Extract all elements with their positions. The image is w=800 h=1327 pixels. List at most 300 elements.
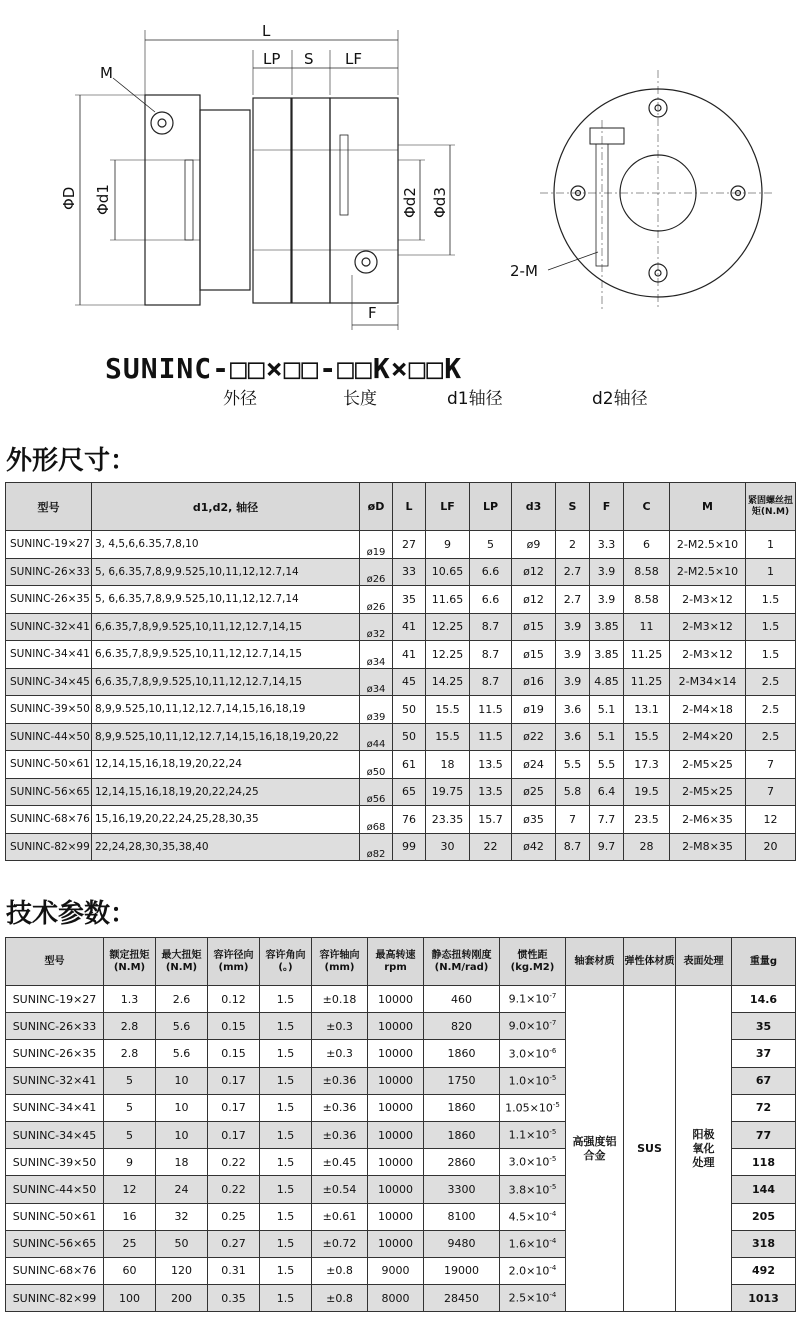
- tech-cell-inertia: [500, 1013, 566, 1040]
- tech-header-cell: 额定扭矩(N.M): [104, 938, 156, 986]
- dim-table-row: [6, 696, 796, 724]
- dim-cell: 18: [426, 751, 470, 779]
- tech-cell-stiffness: 2860: [424, 1149, 500, 1176]
- dim-cell: 3.85: [590, 641, 624, 669]
- tech-cell-radial: 0.35: [208, 1285, 260, 1312]
- dim-cell: 6,6.35,7,8,9,9.525,10,11,12,12.7,14,15: [92, 613, 360, 641]
- dim-table-row: [6, 833, 796, 861]
- dim-cell: 5: [470, 531, 512, 559]
- dim-cell: SUNINC-32×41: [6, 613, 92, 641]
- tech-cell-axial: ±0.3: [312, 1040, 368, 1067]
- dim-cell: ø9: [512, 531, 556, 559]
- dim-cell: ø39: [360, 696, 393, 724]
- tech-cell-model: SUNINC-50×61: [6, 1203, 104, 1230]
- dim-cell: 3.85: [590, 613, 624, 641]
- dim-cell: 8.58: [624, 586, 670, 614]
- tech-header-cell: 惯性距(kg.M2): [500, 938, 566, 986]
- tech-cell-rated: 5: [104, 1094, 156, 1121]
- tech-cell-inertia: [500, 1203, 566, 1230]
- dim-cell: 15.5: [624, 723, 670, 751]
- tech-header-cell: 容许角向(。): [260, 938, 312, 986]
- inertia-base: 1.0×10: [508, 1074, 550, 1088]
- tech-cell-axial: ±0.8: [312, 1257, 368, 1284]
- dim-cell: 5, 6,6.35,7,8,9,9.525,10,11,12,12.7,14: [92, 558, 360, 586]
- dim-cell: 2-M5×25: [670, 751, 746, 779]
- dim-cell: ø34: [360, 641, 393, 669]
- tech-cell-rpm: 10000: [368, 1176, 424, 1203]
- tech-cell-model: SUNINC-34×45: [6, 1121, 104, 1148]
- tech-cell-rpm: 10000: [368, 1203, 424, 1230]
- dim-header-cell: F: [590, 483, 624, 531]
- tech-cell-angular: 1.5: [260, 1121, 312, 1148]
- label-phid1: Φd1: [94, 184, 112, 215]
- dim-cell: 8.7: [470, 613, 512, 641]
- tech-cell-axial: ±0.18: [312, 986, 368, 1013]
- tech-cell-angular: 1.5: [260, 1176, 312, 1203]
- tech-cell-axial: ±0.36: [312, 1121, 368, 1148]
- dim-cell: 10.65: [426, 558, 470, 586]
- dim-header-cell: LF: [426, 483, 470, 531]
- tech-cell-weight: 144: [732, 1176, 796, 1203]
- tech-cell-axial: ±0.36: [312, 1067, 368, 1094]
- dim-cell: ø19: [360, 531, 393, 559]
- tech-cell-weight: 1013: [732, 1285, 796, 1312]
- dim-cell: 2-M2.5×10: [670, 531, 746, 559]
- inertia-exponent: -7: [549, 992, 557, 1001]
- tech-cell-radial: 0.12: [208, 986, 260, 1013]
- dim-cell: 30: [426, 833, 470, 861]
- tech-header-cell: 容许径向(mm): [208, 938, 260, 986]
- dim-cell: 2-M3×12: [670, 641, 746, 669]
- order-label-d2: d2轴径: [592, 389, 648, 409]
- dim-table-row: [6, 806, 796, 834]
- dim-cell: 2.5: [746, 668, 796, 696]
- tech-cell-axial: ±0.72: [312, 1230, 368, 1257]
- dim-cell: 2-M2.5×10: [670, 558, 746, 586]
- tech-cell-axial: ±0.45: [312, 1149, 368, 1176]
- dim-cell: 5.8: [556, 778, 590, 806]
- inertia-base: 2.5×10: [508, 1291, 550, 1305]
- dim-header-cell: øD: [360, 483, 393, 531]
- dim-cell: 3, 4,5,6,6.35,7,8,10: [92, 531, 360, 559]
- dim-cell: 2.7: [556, 558, 590, 586]
- label-phiD: ΦD: [60, 186, 78, 210]
- dim-cell: ø35: [512, 806, 556, 834]
- tech-shared-elastomer: SUS: [624, 986, 676, 1312]
- tech-cell-model: SUNINC-32×41: [6, 1067, 104, 1094]
- dim-cell: 61: [393, 751, 426, 779]
- tech-cell-weight: 118: [732, 1149, 796, 1176]
- dim-cell: 2-M3×12: [670, 586, 746, 614]
- tech-header-cell: 最大扭矩(N.M): [156, 938, 208, 986]
- tech-cell-model: SUNINC-19×27: [6, 986, 104, 1013]
- tech-cell-max: 5.6: [156, 1013, 208, 1040]
- tech-cell-radial: 0.17: [208, 1121, 260, 1148]
- dim-cell: 33: [393, 558, 426, 586]
- dim-cell: 2-M8×35: [670, 833, 746, 861]
- dim-header-cell: C: [624, 483, 670, 531]
- inertia-base: 2.0×10: [508, 1264, 550, 1278]
- tech-cell-inertia: [500, 1176, 566, 1203]
- dim-cell: 3.9: [590, 558, 624, 586]
- dim-cell: ø56: [360, 778, 393, 806]
- dim-cell: 3.9: [590, 586, 624, 614]
- tech-header-cell: 容许轴向(mm): [312, 938, 368, 986]
- dim-cell: 50: [393, 723, 426, 751]
- tech-cell-inertia: [500, 1149, 566, 1176]
- drawing-labels: [60, 22, 538, 322]
- dim-cell: SUNINC-82×99: [6, 833, 92, 861]
- dim-cell: 2-M5×25: [670, 778, 746, 806]
- dim-cell: ø25: [512, 778, 556, 806]
- tech-cell-axial: ±0.54: [312, 1176, 368, 1203]
- tech-cell-inertia: [500, 986, 566, 1013]
- tech-cell-radial: 0.15: [208, 1040, 260, 1067]
- tech-cell-rated: 2.8: [104, 1040, 156, 1067]
- inertia-exponent: -4: [549, 1209, 557, 1218]
- tech-cell-max: 10: [156, 1121, 208, 1148]
- tech-cell-axial: ±0.61: [312, 1203, 368, 1230]
- tech-cell-weight: 67: [732, 1067, 796, 1094]
- tech-cell-stiffness: 19000: [424, 1257, 500, 1284]
- dim-cell: 8,9,9.525,10,11,12,12.7,14,15,16,18,19,20,22: [92, 723, 360, 751]
- inertia-base: 1.05×10: [505, 1101, 553, 1115]
- inertia-exponent: -5: [549, 1155, 557, 1164]
- tech-cell-rated: 9: [104, 1149, 156, 1176]
- dim-cell: 2-M3×12: [670, 613, 746, 641]
- dim-cell: 7: [556, 806, 590, 834]
- dim-cell: 99: [393, 833, 426, 861]
- tech-shared-hub_material: 高强度铝合金: [566, 986, 624, 1312]
- dim-cell: 11: [624, 613, 670, 641]
- label-F: F: [368, 304, 377, 322]
- tech-cell-radial: 0.27: [208, 1230, 260, 1257]
- tech-cell-rated: 1.3: [104, 986, 156, 1013]
- dim-cell: 5.1: [590, 696, 624, 724]
- tech-cell-weight: 318: [732, 1230, 796, 1257]
- tech-cell-model: SUNINC-26×35: [6, 1040, 104, 1067]
- tech-cell-rated: 16: [104, 1203, 156, 1230]
- tech-cell-angular: 1.5: [260, 1285, 312, 1312]
- dim-table-row: [6, 641, 796, 669]
- dim-cell: 12,14,15,16,18,19,20,22,24: [92, 751, 360, 779]
- dim-cell: 2-M6×35: [670, 806, 746, 834]
- tech-cell-inertia: [500, 1257, 566, 1284]
- dim-cell: 3.9: [556, 613, 590, 641]
- dim-cell: 6,6.35,7,8,9,9.525,10,11,12,12.7,14,15: [92, 668, 360, 696]
- tech-cell-max: 2.6: [156, 986, 208, 1013]
- tech-cell-stiffness: 820: [424, 1013, 500, 1040]
- tech-cell-max: 32: [156, 1203, 208, 1230]
- dim-cell: ø12: [512, 558, 556, 586]
- tech-cell-weight: 492: [732, 1257, 796, 1284]
- tech-cell-weight: 37: [732, 1040, 796, 1067]
- dim-cell: ø16: [512, 668, 556, 696]
- dim-cell: 12.25: [426, 641, 470, 669]
- dim-cell: ø82: [360, 833, 393, 861]
- tech-header-cell: 最高转速rpm: [368, 938, 424, 986]
- dim-cell: 19.5: [624, 778, 670, 806]
- tech-cell-model: SUNINC-26×33: [6, 1013, 104, 1040]
- coupling-technical-drawing: [0, 0, 800, 345]
- dim-table-row: [6, 668, 796, 696]
- dim-cell: ø15: [512, 641, 556, 669]
- tech-cell-max: 10: [156, 1094, 208, 1121]
- dim-cell: 50: [393, 696, 426, 724]
- tech-header-cell: 重量g: [732, 938, 796, 986]
- dim-table-row: [6, 723, 796, 751]
- tech-cell-weight: 72: [732, 1094, 796, 1121]
- tech-cell-rated: 100: [104, 1285, 156, 1312]
- dim-cell: SUNINC-19×27: [6, 531, 92, 559]
- order-label-length: 长度: [343, 389, 377, 409]
- tech-cell-rpm: 10000: [368, 1149, 424, 1176]
- tech-cell-rated: 2.8: [104, 1013, 156, 1040]
- dim-cell: 3.3: [590, 531, 624, 559]
- label-S: S: [304, 50, 314, 68]
- tech-cell-rpm: 8000: [368, 1285, 424, 1312]
- dim-cell: 12.25: [426, 613, 470, 641]
- dim-cell: ø32: [360, 613, 393, 641]
- tech-cell-stiffness: 3300: [424, 1176, 500, 1203]
- tech-cell-stiffness: 8100: [424, 1203, 500, 1230]
- dim-cell: 2.5: [746, 696, 796, 724]
- label-phid2: Φd2: [401, 187, 419, 218]
- dim-cell: 13.5: [470, 778, 512, 806]
- dim-cell: 15.5: [426, 723, 470, 751]
- label-LP: LP: [263, 50, 281, 68]
- tech-cell-angular: 1.5: [260, 1149, 312, 1176]
- tech-cell-rated: 12: [104, 1176, 156, 1203]
- dim-cell: 6.6: [470, 586, 512, 614]
- tech-cell-angular: 1.5: [260, 1203, 312, 1230]
- tech-cell-inertia: [500, 1285, 566, 1312]
- dim-cell: SUNINC-44×50: [6, 723, 92, 751]
- tech-header-cell: 弹性体材质: [624, 938, 676, 986]
- dim-cell: 4.85: [590, 668, 624, 696]
- tech-header-cell: 轴套材质: [566, 938, 624, 986]
- dim-cell: SUNINC-26×35: [6, 586, 92, 614]
- dimensions-table: [5, 482, 796, 861]
- dim-cell: SUNINC-50×61: [6, 751, 92, 779]
- tech-cell-max: 50: [156, 1230, 208, 1257]
- tech-cell-angular: 1.5: [260, 1040, 312, 1067]
- dim-cell: 19.75: [426, 778, 470, 806]
- inertia-base: 9.1×10: [508, 992, 550, 1006]
- order-label-d1: d1轴径: [447, 389, 503, 409]
- dim-cell: 1: [746, 531, 796, 559]
- dim-cell: 1.5: [746, 613, 796, 641]
- tech-cell-radial: 0.22: [208, 1149, 260, 1176]
- label-2M: 2-M: [510, 262, 538, 280]
- dim-cell: ø42: [512, 833, 556, 861]
- dim-cell: 17.3: [624, 751, 670, 779]
- dim-cell: 27: [393, 531, 426, 559]
- tech-cell-weight: 205: [732, 1203, 796, 1230]
- tech-cell-max: 18: [156, 1149, 208, 1176]
- dim-cell: 3.6: [556, 696, 590, 724]
- tech-params-table: [5, 937, 796, 1312]
- dim-cell: 76: [393, 806, 426, 834]
- dim-cell: 5.5: [590, 751, 624, 779]
- dim-cell: 5.1: [590, 723, 624, 751]
- tech-cell-inertia: [500, 1230, 566, 1257]
- dim-table-row: [6, 613, 796, 641]
- inertia-base: 1.6×10: [508, 1237, 550, 1251]
- dim-cell: ø15: [512, 613, 556, 641]
- dim-cell: 2: [556, 531, 590, 559]
- tech-cell-axial: ±0.3: [312, 1013, 368, 1040]
- inertia-exponent: -5: [549, 1073, 557, 1082]
- tech-cell-stiffness: 9480: [424, 1230, 500, 1257]
- inertia-exponent: -4: [549, 1291, 557, 1300]
- dim-cell: 28: [624, 833, 670, 861]
- dim-header-cell: 型号: [6, 483, 92, 531]
- tech-cell-model: SUNINC-44×50: [6, 1176, 104, 1203]
- dim-header-cell: M: [670, 483, 746, 531]
- dim-cell: ø19: [512, 696, 556, 724]
- tech-cell-angular: 1.5: [260, 1230, 312, 1257]
- dim-cell: 15,16,19,20,22,24,25,28,30,35: [92, 806, 360, 834]
- tech-cell-model: SUNINC-82×99: [6, 1285, 104, 1312]
- label-phid3: Φd3: [431, 187, 449, 218]
- dim-cell: SUNINC-56×65: [6, 778, 92, 806]
- tech-cell-model: SUNINC-68×76: [6, 1257, 104, 1284]
- dim-cell: 1.5: [746, 641, 796, 669]
- tech-cell-rpm: 10000: [368, 1230, 424, 1257]
- dim-cell: 11.65: [426, 586, 470, 614]
- tech-cell-axial: ±0.8: [312, 1285, 368, 1312]
- dimensions-body: [6, 531, 796, 861]
- order-code: [105, 352, 705, 412]
- tech-cell-stiffness: 460: [424, 986, 500, 1013]
- dimensions-header-row: [6, 483, 796, 531]
- dim-cell: 8,9,9.525,10,11,12,12.7,14,15,16,18,19: [92, 696, 360, 724]
- dim-cell: 5.5: [556, 751, 590, 779]
- dim-cell: SUNINC-34×45: [6, 668, 92, 696]
- inertia-base: 3.8×10: [508, 1183, 550, 1197]
- dim-cell: 6.6: [470, 558, 512, 586]
- tech-cell-max: 200: [156, 1285, 208, 1312]
- tech-cell-angular: 1.5: [260, 1067, 312, 1094]
- dim-header-cell: 紧固螺丝扭矩(N.M): [746, 483, 796, 531]
- dim-table-row: [6, 558, 796, 586]
- inertia-exponent: -7: [549, 1019, 557, 1028]
- inertia-exponent: -4: [549, 1236, 557, 1245]
- dim-cell: 2.5: [746, 723, 796, 751]
- dim-cell: 23.5: [624, 806, 670, 834]
- tech-title: 技术参数：: [6, 899, 137, 929]
- dimensions-title: 外形尺寸：: [6, 446, 137, 476]
- tech-cell-stiffness: 1860: [424, 1040, 500, 1067]
- dim-cell: 9.7: [590, 833, 624, 861]
- dim-cell: 23.35: [426, 806, 470, 834]
- dim-cell: SUNINC-26×33: [6, 558, 92, 586]
- tech-cell-angular: 1.5: [260, 1257, 312, 1284]
- dim-cell: 14.25: [426, 668, 470, 696]
- dim-header-cell: S: [556, 483, 590, 531]
- tech-cell-rpm: 9000: [368, 1257, 424, 1284]
- side-view: [75, 30, 455, 330]
- dim-header-cell: LP: [470, 483, 512, 531]
- tech-cell-rated: 5: [104, 1121, 156, 1148]
- tech-header-cell: 型号: [6, 938, 104, 986]
- dim-table-row: [6, 586, 796, 614]
- dim-cell: 11.5: [470, 696, 512, 724]
- tech-cell-max: 10: [156, 1067, 208, 1094]
- tech-cell-rpm: 10000: [368, 1067, 424, 1094]
- dim-cell: 8.7: [470, 668, 512, 696]
- tech-cell-stiffness: 1860: [424, 1094, 500, 1121]
- tech-cell-radial: 0.17: [208, 1067, 260, 1094]
- dim-cell: 13.1: [624, 696, 670, 724]
- tech-cell-rpm: 10000: [368, 1121, 424, 1148]
- dim-cell: ø68: [360, 806, 393, 834]
- tech-cell-angular: 1.5: [260, 1094, 312, 1121]
- tech-body: [6, 986, 796, 1312]
- label-L: L: [262, 22, 271, 40]
- tech-cell-weight: 77: [732, 1121, 796, 1148]
- dim-table-row: [6, 778, 796, 806]
- inertia-base: 9.0×10: [508, 1020, 550, 1034]
- dim-cell: 7.7: [590, 806, 624, 834]
- dim-cell: ø26: [360, 558, 393, 586]
- tech-cell-rpm: 10000: [368, 1094, 424, 1121]
- dim-table-row: [6, 531, 796, 559]
- tech-cell-model: SUNINC-34×41: [6, 1094, 104, 1121]
- tech-cell-model: SUNINC-39×50: [6, 1149, 104, 1176]
- dim-header-cell: d1,d2, 轴径: [92, 483, 360, 531]
- inertia-exponent: -5: [549, 1128, 557, 1137]
- dim-cell: 2.7: [556, 586, 590, 614]
- tech-cell-radial: 0.22: [208, 1176, 260, 1203]
- dim-cell: 6.4: [590, 778, 624, 806]
- dim-cell: 11.25: [624, 641, 670, 669]
- tech-cell-rated: 5: [104, 1067, 156, 1094]
- dim-header-cell: d3: [512, 483, 556, 531]
- dim-cell: ø24: [512, 751, 556, 779]
- dim-cell: 7: [746, 778, 796, 806]
- tech-cell-rated: 60: [104, 1257, 156, 1284]
- dim-cell: 6: [624, 531, 670, 559]
- inertia-base: 3.0×10: [508, 1047, 550, 1061]
- tech-cell-inertia: [500, 1040, 566, 1067]
- order-code-text: SUNINC-□□×□□-□□K×□□K: [105, 352, 463, 385]
- tech-cell-stiffness: 1750: [424, 1067, 500, 1094]
- tech-table-row: [6, 986, 796, 1013]
- inertia-exponent: -4: [549, 1264, 557, 1273]
- dim-cell: SUNINC-68×76: [6, 806, 92, 834]
- tech-cell-radial: 0.31: [208, 1257, 260, 1284]
- inertia-base: 4.5×10: [508, 1210, 550, 1224]
- dim-cell: 20: [746, 833, 796, 861]
- tech-cell-radial: 0.15: [208, 1013, 260, 1040]
- label-M: M: [100, 64, 113, 82]
- inertia-exponent: -5: [549, 1182, 557, 1191]
- dim-cell: 15.7: [470, 806, 512, 834]
- dim-cell: 12,14,15,16,18,19,20,22,24,25: [92, 778, 360, 806]
- dim-table-row: [6, 751, 796, 779]
- inertia-exponent: -6: [549, 1046, 557, 1055]
- dim-cell: 7: [746, 751, 796, 779]
- inertia-exponent: -5: [552, 1101, 560, 1110]
- dim-cell: ø50: [360, 751, 393, 779]
- tech-cell-rpm: 10000: [368, 986, 424, 1013]
- dim-cell: ø34: [360, 668, 393, 696]
- tech-header-cell: 表面处理: [676, 938, 732, 986]
- inertia-base: 1.1×10: [508, 1128, 550, 1142]
- dim-cell: 13.5: [470, 751, 512, 779]
